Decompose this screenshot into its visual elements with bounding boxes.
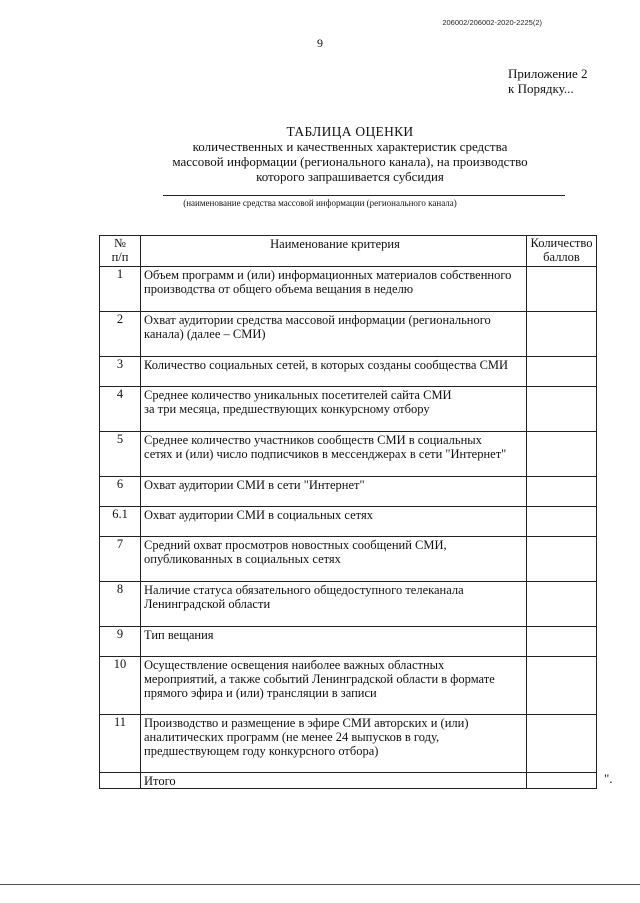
criterion-line: Осуществление освещения наиболее важных областных (144, 658, 445, 672)
title-line-2: массовой информации (регионального канала), на производство (172, 154, 528, 169)
row-number: 7 (100, 537, 141, 582)
row-number: 3 (100, 357, 141, 387)
row-number: 10 (100, 657, 141, 715)
row-score (527, 715, 597, 773)
page-title: ТАБЛИЦА ОЦЕНКИ (286, 124, 414, 139)
row-score (527, 312, 597, 357)
header-score (527, 236, 597, 267)
row-score (527, 507, 597, 537)
row-number: 2 (100, 312, 141, 357)
row-score (527, 582, 597, 627)
header-number-line-2: п/п (111, 250, 129, 264)
criterion-line: сетях и (или) число подписчиков в мессенджерах в сети "Интернет" (144, 447, 507, 461)
criterion-line: Наличие статуса обязательного общедоступного телеканала (144, 583, 464, 597)
row-score (527, 773, 597, 789)
row-criterion (141, 387, 527, 432)
table-row (100, 657, 597, 715)
media-name-underline (163, 195, 565, 196)
row-score (527, 537, 597, 582)
criteria-table (99, 235, 597, 789)
criterion-line: Охват аудитории СМИ в сети "Интернет" (144, 478, 365, 492)
row-number: 1 (100, 267, 141, 312)
row-criterion (141, 312, 527, 357)
row-number: 5 (100, 432, 141, 477)
header-number-line-1: № (114, 236, 126, 250)
row-number (100, 773, 141, 789)
criterion-line: Объем программ и (или) информационных материалов собственного (144, 268, 512, 282)
table-row (100, 357, 597, 387)
table-row (100, 387, 597, 432)
bottom-rule (0, 884, 640, 885)
row-score (527, 477, 597, 507)
criterion-line: Ленинградской области (144, 597, 271, 611)
criterion-line: Тип вещания (144, 628, 214, 642)
criterion-line: Среднее количество уникальных посетителей сайта СМИ (144, 388, 452, 402)
row-number: 9 (100, 627, 141, 657)
table-row (100, 627, 597, 657)
criterion-line: Охват аудитории СМИ в социальных сетях (144, 508, 373, 522)
row-number: 11 (100, 715, 141, 773)
page-number: 9 (317, 36, 323, 50)
table-row (100, 582, 597, 627)
row-criterion (141, 657, 527, 715)
header-score-line-2: баллов (543, 250, 580, 264)
criterion-line: Количество социальных сетей, в которых созданы сообщества СМИ (144, 358, 509, 372)
criterion-line: прямого эфира и (или) трансляции в записи (144, 686, 377, 700)
row-number: 8 (100, 582, 141, 627)
row-criterion (141, 507, 527, 537)
document-id: 206002/206002-2020-2225(2) (442, 18, 542, 27)
row-number: 6.1 (100, 507, 141, 537)
criterion-line: Охват аудитории средства массовой информации (регионального (144, 313, 491, 327)
row-score (527, 357, 597, 387)
appendix-label (508, 66, 588, 96)
row-criterion (141, 432, 527, 477)
criterion-line: мероприятий, а также событий Ленинградской области в формате (144, 672, 495, 686)
row-score (527, 267, 597, 312)
row-score (527, 387, 597, 432)
criterion-line: предшествующем году конкурсного отбора) (144, 744, 379, 758)
row-criterion (141, 582, 527, 627)
header-criterion: Наименование критерия (141, 236, 527, 267)
criterion-line: Среднее количество участников сообществ СМИ в социальных (144, 433, 482, 447)
table-row (100, 432, 597, 477)
row-criterion (141, 267, 527, 312)
header-number (100, 236, 141, 267)
criterion-line: канала) (далее – СМИ) (144, 327, 266, 341)
closing-quote: ". (604, 771, 613, 786)
title-line-3: которого запрашивается субсидия (256, 169, 444, 184)
criterion-line: Итого (144, 774, 176, 788)
criterion-line: производства от общего объема вещания в неделю (144, 282, 414, 296)
media-name-caption: (наименование средства массовой информации (регионального канала) (183, 198, 457, 208)
title-block (100, 124, 600, 184)
table-header-row (100, 236, 597, 267)
table-row (100, 312, 597, 357)
table-row (100, 715, 597, 773)
row-criterion (141, 715, 527, 773)
table-row (100, 537, 597, 582)
appendix-line-2: к Порядку... (508, 81, 574, 96)
row-number: 4 (100, 387, 141, 432)
row-criterion (141, 537, 527, 582)
row-criterion (141, 477, 527, 507)
table-row (100, 773, 597, 789)
row-score (527, 657, 597, 715)
appendix-line-1: Приложение 2 (508, 66, 588, 81)
row-criterion (141, 627, 527, 657)
row-score (527, 432, 597, 477)
criterion-line: Средний охват просмотров новостных сообщений СМИ, (144, 538, 447, 552)
row-criterion (141, 357, 527, 387)
criterion-line: Производство и размещение в эфире СМИ авторских и (или) (144, 716, 469, 730)
criterion-line: за три месяца, предшествующих конкурсному отбору (144, 402, 430, 416)
header-score-line-1: Количество (530, 236, 593, 250)
criterion-line: опубликованных в социальных сетях (144, 552, 341, 566)
criterion-line: аналитических программ (не менее 24 выпусков в году, (144, 730, 440, 744)
row-criterion (141, 773, 527, 789)
table-row (100, 267, 597, 312)
row-score (527, 627, 597, 657)
table-row (100, 477, 597, 507)
title-line-1: количественных и качественных характеристик средства (192, 139, 508, 154)
row-number: 6 (100, 477, 141, 507)
table-row (100, 507, 597, 537)
